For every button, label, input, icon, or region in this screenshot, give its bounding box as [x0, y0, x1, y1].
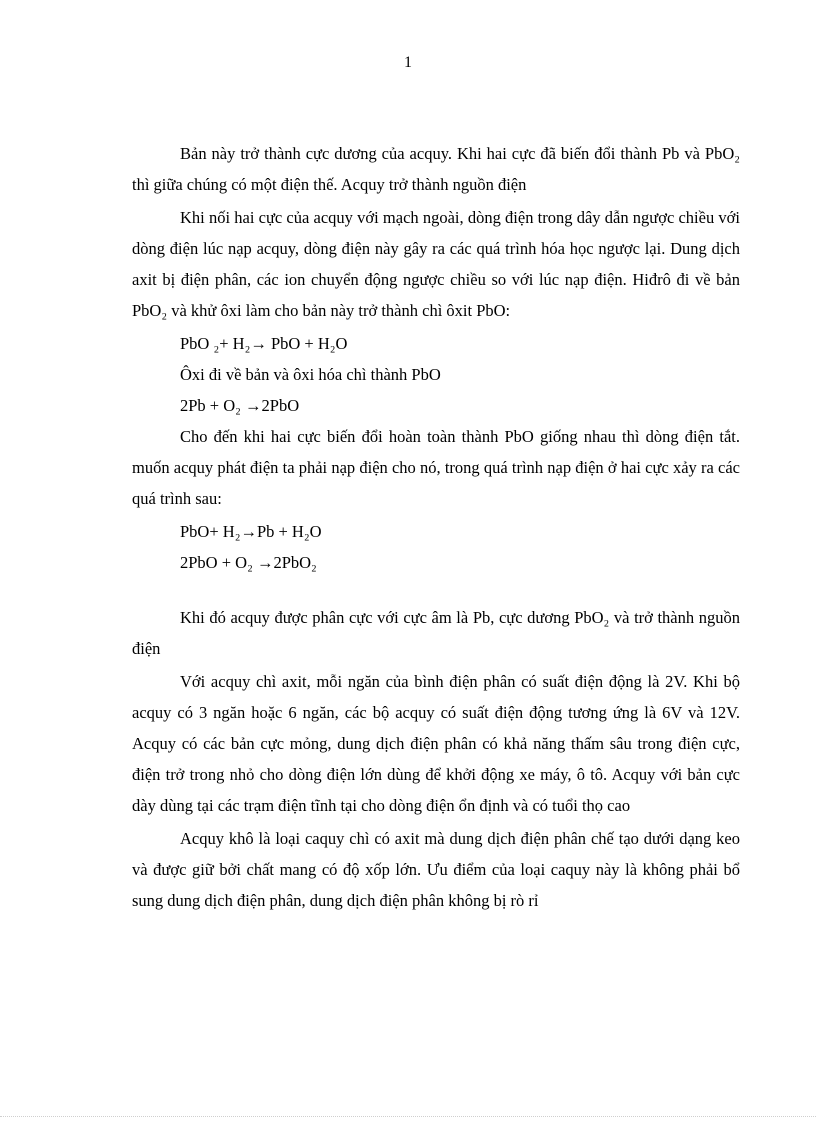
- document-body: [132, 138, 740, 918]
- paragraph-2: Khi nối hai cực của acquy với mạch ngoài, dòng điện trong dây dẫn ngược chiều với dòng điện lúc nạp acquy, dòng điện này gây ra các quá trình hóa học ngược lại. Dung dịch axit bị điện phân, các ion chuyển động ngược chiều so với lúc nạp điện. Hiđrô đi về bản PbO₂ và khử ôxi làm cho bản này trở thành chì ôxit PbO:: [132, 208, 740, 320]
- spacer: [132, 578, 740, 602]
- paragraph-4: Khi đó acquy được phân cực với cực âm là Pb, cực dương PbO₂ và trở thành nguồn điện: [132, 608, 740, 658]
- paragraph-5: Với acquy chì axit, mỗi ngăn của bình điện phân có suất điện động là 2V. Khi bộ acquy có 3 ngăn hoặc 6 ngăn, các bộ acquy có suất điện động tương ứng là 6V và 12V. Acquy có các bản cực mỏng, dung dịch điện phân có khả năng thấm sâu trong điện cực, điện trở trong nhỏ cho dòng điện lớn dùng để khởi động xe máy, ô tô. Acquy với bản cực dày dùng tại các trạm điện tĩnh tại cho dòng điện ổn định và có tuổi thọ cao: [132, 672, 740, 815]
- paragraph-1: Bản này trở thành cực dương của acquy. Khi hai cực đã biến đổi thành Pb và PbO₂ thì giữa chúng có một điện thế. Acquy trở thành nguồn điện: [132, 144, 740, 194]
- equation-2-text: Ôxi đi về bản và ôxi hóa chì thành PbO: [180, 365, 441, 384]
- page-number: 1: [404, 54, 412, 71]
- page-bottom-divider: [0, 1116, 816, 1117]
- paragraph-3: Cho đến khi hai cực biến đổi hoàn toàn thành PbO giống nhau thì dòng điện tắt. muốn acquy phát điện ta phải nạp điện cho nó, trong quá trình nạp điện ở hai cực xảy ra các quá trình sau:: [132, 427, 740, 508]
- equation-3: 2Pb + O₂ →2PbO: [180, 396, 300, 415]
- equation-4: PbO+ H₂→Pb + H₂O: [180, 522, 322, 541]
- equation-5: 2PbO + O₂ →2PbO₂: [180, 553, 317, 572]
- equation-1: PbO ₂+ H₂→ PbO + H₂O: [180, 334, 348, 353]
- paragraph-6: Acquy khô là loại caquy chì có axit mà dung dịch điện phân chế tạo dưới dạng keo và được giữ bởi chất mang có độ xốp lớn. Ưu điểm của loại caquy này là không phải bổ sung dung dịch điện phân, dung dịch điện phân không bị rò rỉ: [132, 829, 740, 910]
